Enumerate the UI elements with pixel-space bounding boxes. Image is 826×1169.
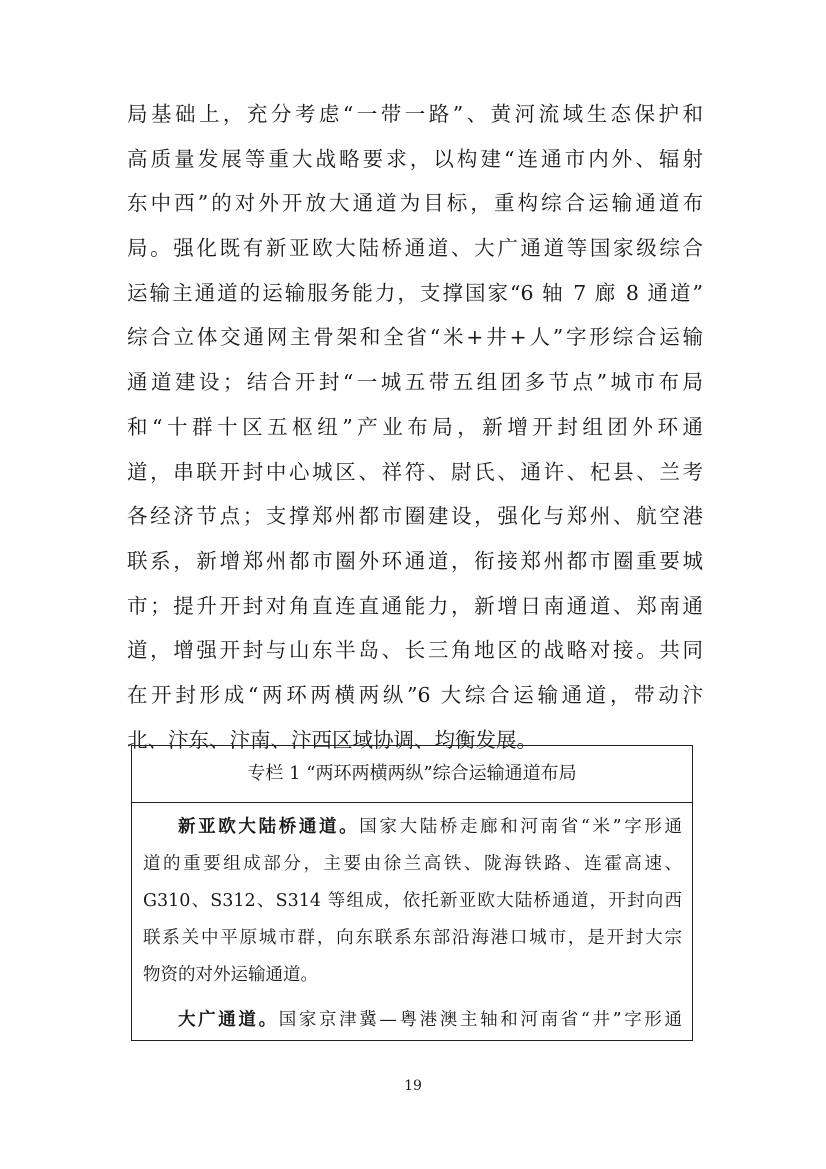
- body-line: 东中西”的对外开放大通道为目标，重构综合运输通道布: [127, 191, 703, 216]
- body-line: 局。强化既有新亚欧大陆桥通道、大广通道等国家级综合: [127, 236, 703, 261]
- box-line: 道的重要组成部分，主要由徐兰高铁、陇海铁路、连霍高速、: [143, 854, 682, 874]
- body-line: 道，串联开封中心城区、祥符、尉氏、通许、杞县、兰考: [127, 459, 703, 484]
- box-line: 联系关中平原城市群，向东联系东部沿海港口城市，是开封大宗: [143, 928, 682, 948]
- box-line: G310、S312、S314 等组成，依托新亚欧大陆桥通道，开封向西: [143, 891, 682, 911]
- box-paragraph-first-line: [143, 1002, 682, 1039]
- body-line: 联系，新增郑州都市圈外环通道，衔接郑州都市圈重要城: [127, 548, 703, 573]
- body-text: [127, 92, 703, 762]
- body-line: 北、汴东、汴南、汴西区域协调、均衡发展。: [127, 727, 537, 752]
- body-line: 市；提升开封对角直连直通能力，新增日南通道、郑南通: [127, 593, 703, 618]
- box-title: 专栏 1 “两环两横两纵”综合运输通道布局: [132, 746, 692, 803]
- body-line: 和“十群十区五枢纽”产业布局，新增开封组团外环通: [127, 414, 703, 439]
- body-line: 道，增强开封与山东半岛、长三角地区的战略对接。共同: [127, 638, 703, 663]
- box-body: [132, 803, 692, 1039]
- page-number: 19: [404, 1078, 422, 1094]
- body-line: 高质量发展等重大战略要求，以构建“连通市内外、辐射: [127, 146, 703, 171]
- body-line: 各经济节点；支撑郑州都市圈建设，强化与郑州、航空港: [127, 504, 703, 529]
- body-line: 通道建设；结合开封“一城五带五组团多节点”城市布局: [127, 370, 703, 395]
- sidebar-box: [131, 745, 693, 1041]
- box-line-text: 国家京津冀—粤港澳主轴和河南省“井”字形通: [278, 1010, 682, 1030]
- body-line: 综合立体交通网主骨架和全省“米+井+人”字形综合运输: [127, 325, 703, 350]
- box-line: 物资的对外运输通道。: [143, 965, 318, 985]
- body-line: 在开封形成“两环两横两纵”6 大综合运输通道，带动汴: [127, 682, 703, 707]
- box-paragraph-heading: 新亚欧大陆桥通道。: [178, 817, 360, 837]
- body-line: 局基础上，充分考虑“一带一路”、黄河流域生态保护和: [127, 102, 703, 126]
- box-line-text: 国家大陆桥走廊和河南省“米”字形通: [359, 817, 682, 837]
- body-line: 运输主通道的运输服务能力，支撑国家“6 轴 7 廊 8 通道”: [127, 280, 703, 305]
- box-paragraph-heading: 大广通道。: [178, 1010, 279, 1030]
- box-paragraph-first-line: [143, 809, 682, 846]
